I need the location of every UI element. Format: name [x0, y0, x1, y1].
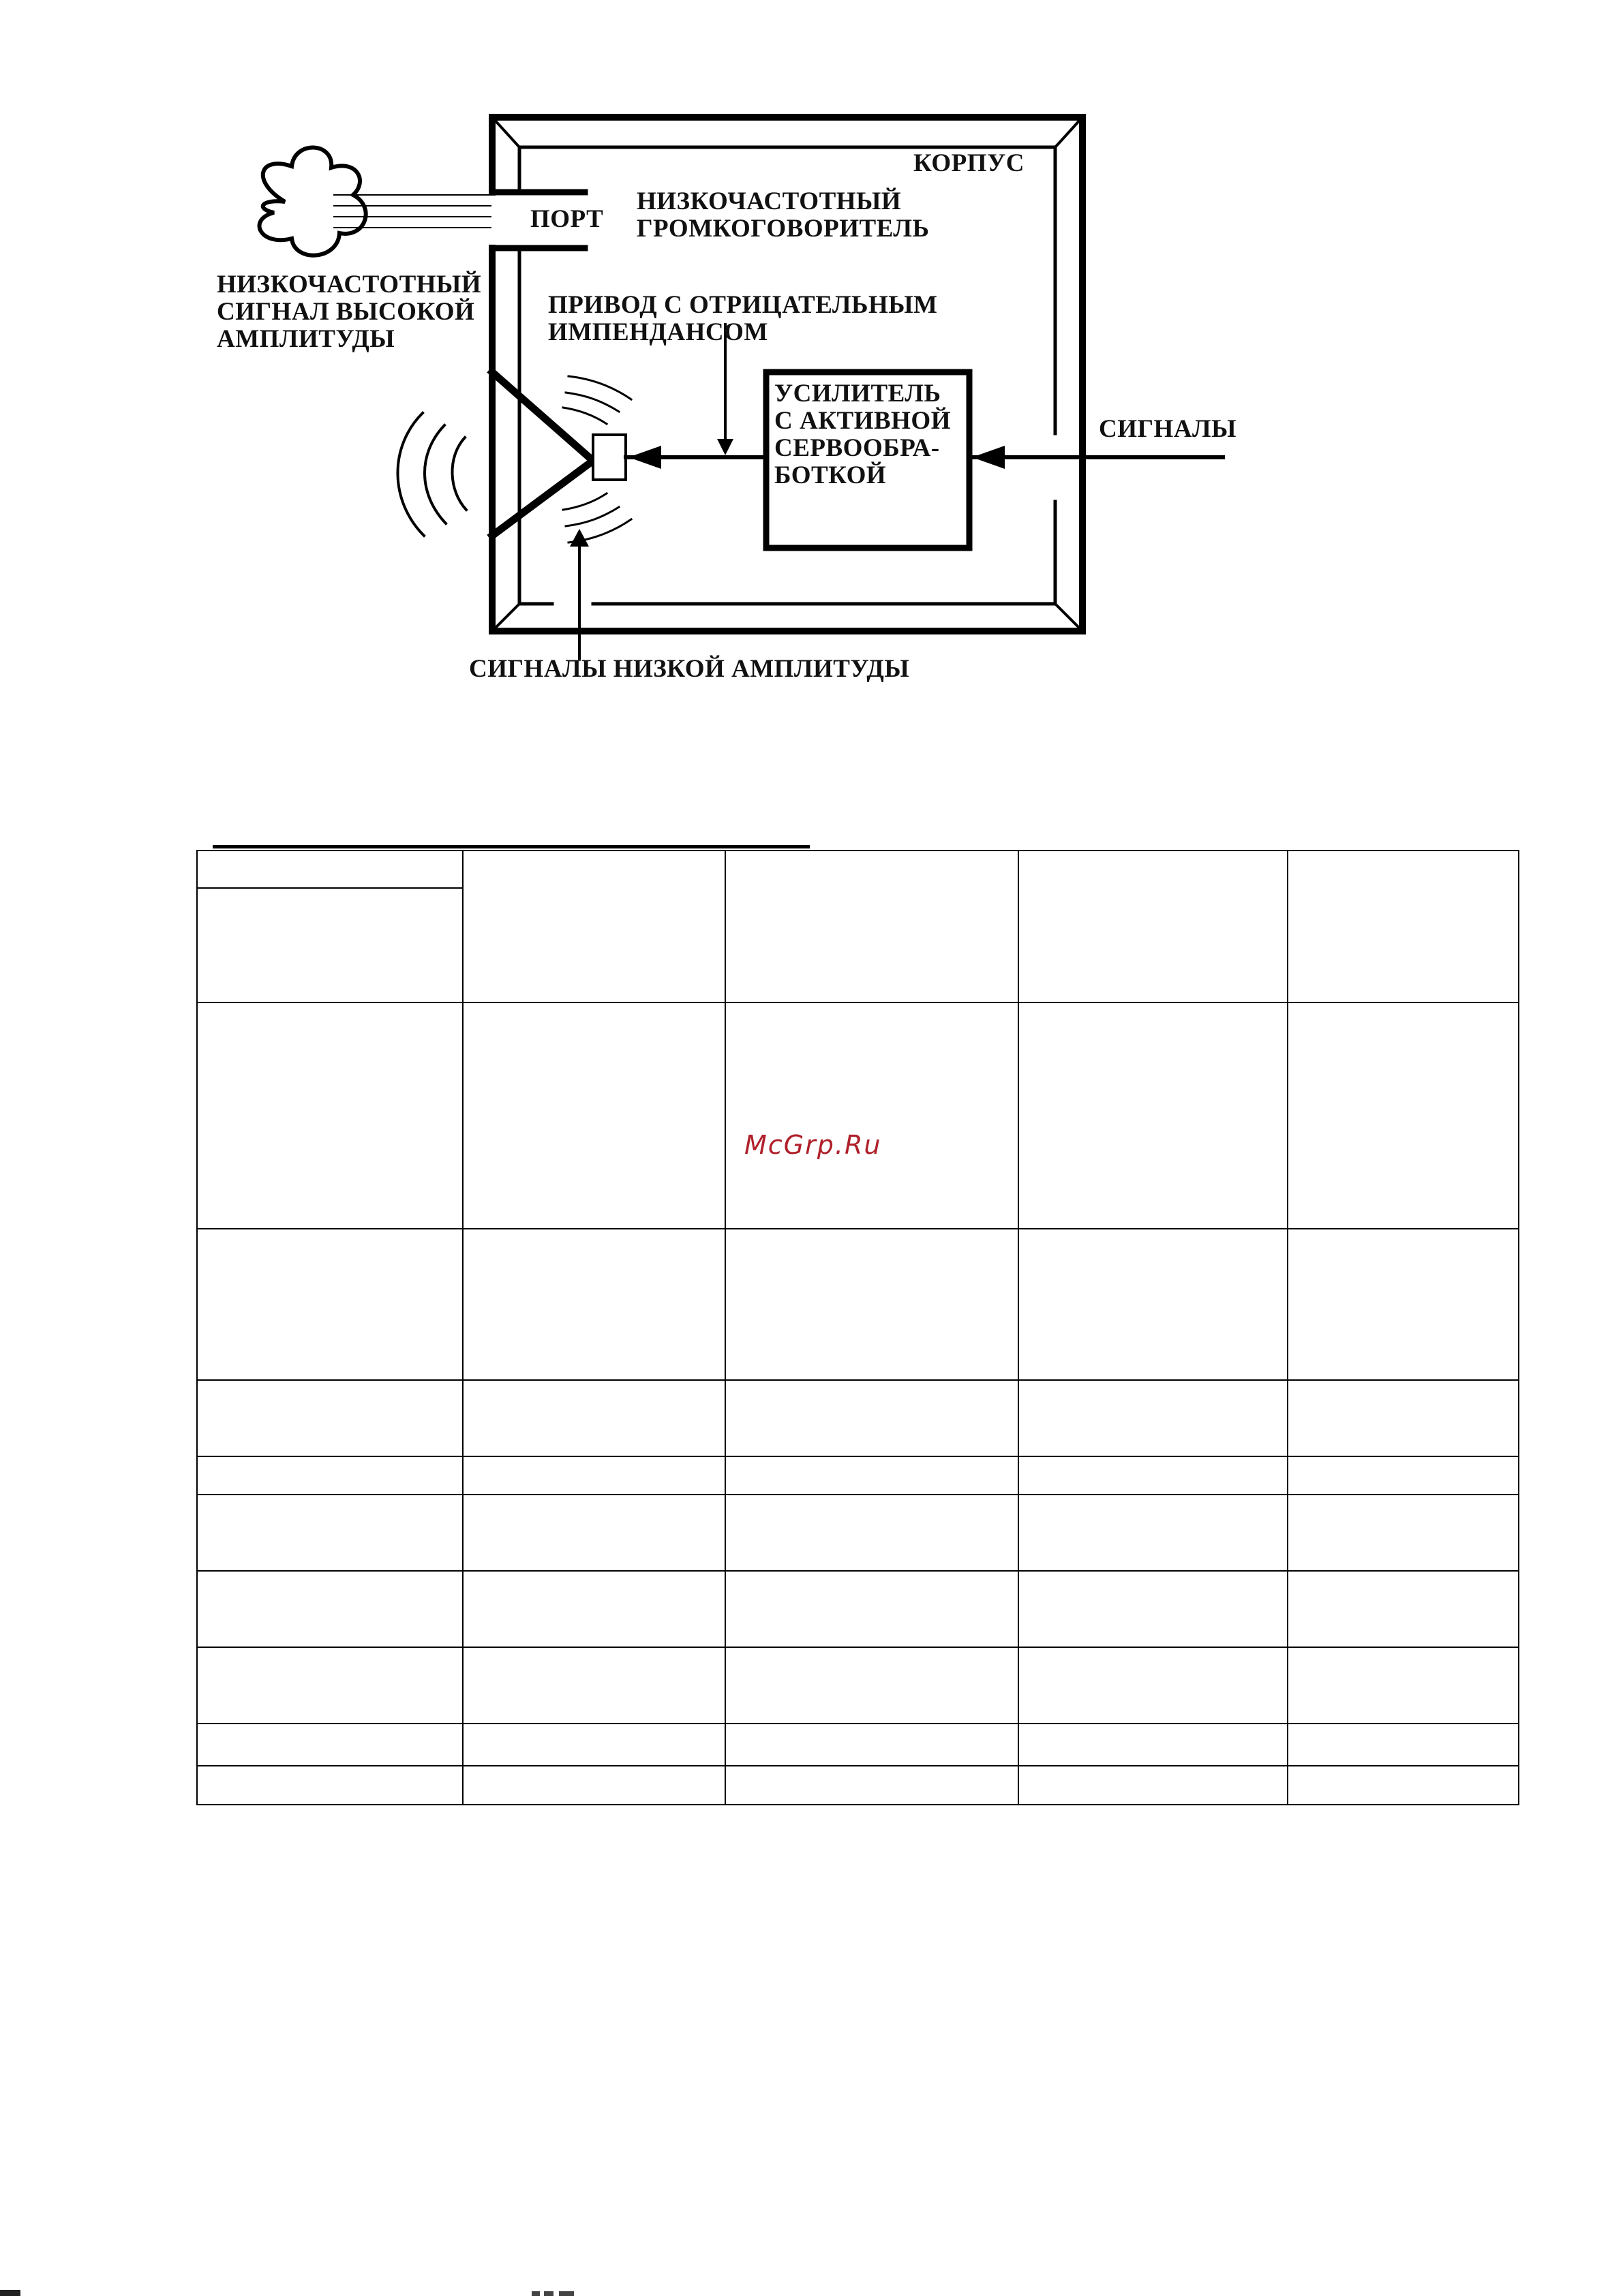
label-woofer: НИЗКОЧАСТОТНЫЙ ГРОМКОГОВОРИТЕЛЬ [637, 187, 930, 243]
watermark: McGrp.Ru [744, 1130, 882, 1160]
table-border [197, 851, 1519, 1805]
label-port: ПОРТ [530, 205, 604, 233]
table-grid [196, 850, 1519, 1805]
air-cloud [260, 147, 366, 255]
label-negative-impedance-drive: ПРИВОД С ОТРИЦАТЕЛЬНЫМ ИМПЕНДАНСОМ [548, 291, 938, 346]
label-amplifier: УСИЛИТЕЛЬ С АКТИВНОЙ СЕРВООБРА- БОТКОЙ [774, 380, 951, 489]
label-signals: СИГНАЛЫ [1099, 415, 1237, 443]
voice-coil [593, 435, 626, 480]
arrowhead-drive [717, 439, 733, 455]
label-enclosure: КОРПУС [913, 149, 1025, 177]
footer-fragments [0, 2269, 613, 2296]
section-title-underline [213, 845, 810, 848]
diagram-drawing [211, 93, 1249, 713]
arrowhead-coil [628, 446, 661, 469]
speaker-cone [492, 372, 593, 536]
spec-table [196, 850, 1519, 1805]
speaker-diagram [211, 93, 1249, 713]
label-low-amp-signals: СИГНАЛЫ НИЗКОЙ АМПЛИТУДЫ [469, 655, 910, 683]
arrowhead-low-amp [570, 529, 589, 547]
label-high-amp-signal: НИЗКОЧАСТОТНЫЙ СИГНАЛ ВЫСОКОЙ АМПЛИТУДЫ [217, 271, 482, 353]
arrowhead-amp [972, 446, 1005, 469]
